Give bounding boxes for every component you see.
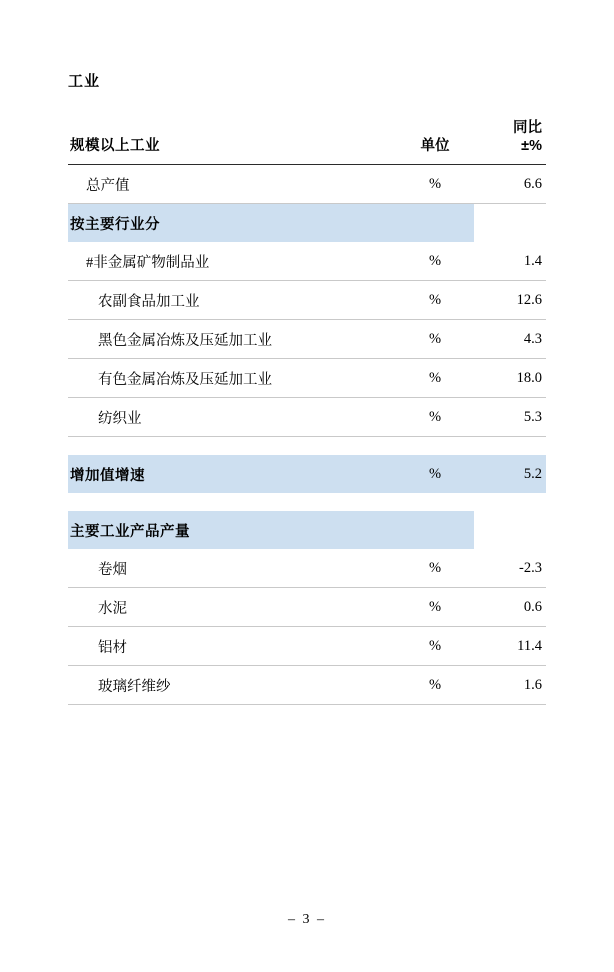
row-label: 农副食品加工业 bbox=[68, 281, 396, 320]
row-label: 纺织业 bbox=[68, 398, 396, 437]
column-header-value bbox=[474, 117, 546, 165]
row-label: 玻璃纤维纱 bbox=[68, 666, 396, 705]
row-label: 总产值 bbox=[68, 165, 396, 204]
table-row bbox=[68, 627, 546, 666]
row-label: 卷烟 bbox=[68, 549, 396, 588]
row-unit: % bbox=[396, 398, 474, 437]
table-header bbox=[68, 117, 546, 165]
table-section-row bbox=[68, 511, 546, 549]
row-value: 5.3 bbox=[474, 398, 546, 437]
table-row bbox=[68, 588, 546, 627]
row-label: 黑色金属冶炼及压延加工业 bbox=[68, 320, 396, 359]
row-unit: % bbox=[396, 320, 474, 359]
row-unit: % bbox=[396, 627, 474, 666]
row-label: 铝材 bbox=[68, 627, 396, 666]
column-header-value-line2: ±% bbox=[521, 138, 542, 155]
table-body bbox=[68, 165, 546, 705]
table-row bbox=[68, 165, 546, 204]
table-row bbox=[68, 359, 546, 398]
row-unit: % bbox=[396, 359, 474, 398]
table-row bbox=[68, 549, 546, 588]
row-unit: % bbox=[396, 165, 474, 204]
table-spacer-cell bbox=[68, 493, 546, 511]
row-value: 11.4 bbox=[474, 627, 546, 666]
row-label: #非金属矿物制品业 bbox=[68, 242, 396, 281]
column-header-unit: 单位 bbox=[396, 117, 474, 165]
row-unit: % bbox=[396, 588, 474, 627]
row-value bbox=[474, 511, 546, 549]
table-section-row bbox=[68, 455, 546, 493]
table-row bbox=[68, 320, 546, 359]
column-header-value-line1: 同比 bbox=[513, 120, 542, 136]
row-value: 1.6 bbox=[474, 666, 546, 705]
row-value: 5.2 bbox=[474, 455, 546, 493]
row-unit bbox=[396, 204, 474, 243]
row-value: 0.6 bbox=[474, 588, 546, 627]
row-unit bbox=[396, 511, 474, 549]
table-spacer-row bbox=[68, 437, 546, 456]
row-value: 6.6 bbox=[474, 165, 546, 204]
row-unit: % bbox=[396, 281, 474, 320]
table-header-row bbox=[68, 117, 546, 165]
table-row bbox=[68, 281, 546, 320]
table-row bbox=[68, 398, 546, 437]
row-label: 按主要行业分 bbox=[68, 204, 396, 243]
industry-statistics-table bbox=[68, 117, 546, 705]
row-label: 有色金属冶炼及压延加工业 bbox=[68, 359, 396, 398]
row-unit: % bbox=[396, 549, 474, 588]
row-value: 4.3 bbox=[474, 320, 546, 359]
row-unit: % bbox=[396, 666, 474, 705]
row-value: -2.3 bbox=[474, 549, 546, 588]
row-value bbox=[474, 204, 546, 243]
table-section-row bbox=[68, 204, 546, 243]
row-unit: % bbox=[396, 242, 474, 281]
table-spacer-row bbox=[68, 493, 546, 511]
page-number: – 3 – bbox=[288, 912, 326, 927]
row-value: 18.0 bbox=[474, 359, 546, 398]
row-value: 12.6 bbox=[474, 281, 546, 320]
table-spacer-cell bbox=[68, 437, 546, 456]
row-unit: % bbox=[396, 455, 474, 493]
row-label: 主要工业产品产量 bbox=[68, 511, 396, 549]
row-value: 1.4 bbox=[474, 242, 546, 281]
page-title: 工业 bbox=[68, 73, 101, 90]
row-label: 增加值增速 bbox=[68, 455, 396, 493]
row-label: 水泥 bbox=[68, 588, 396, 627]
table-row bbox=[68, 242, 546, 281]
table-row bbox=[68, 666, 546, 705]
column-header-name: 规模以上工业 bbox=[68, 117, 396, 165]
